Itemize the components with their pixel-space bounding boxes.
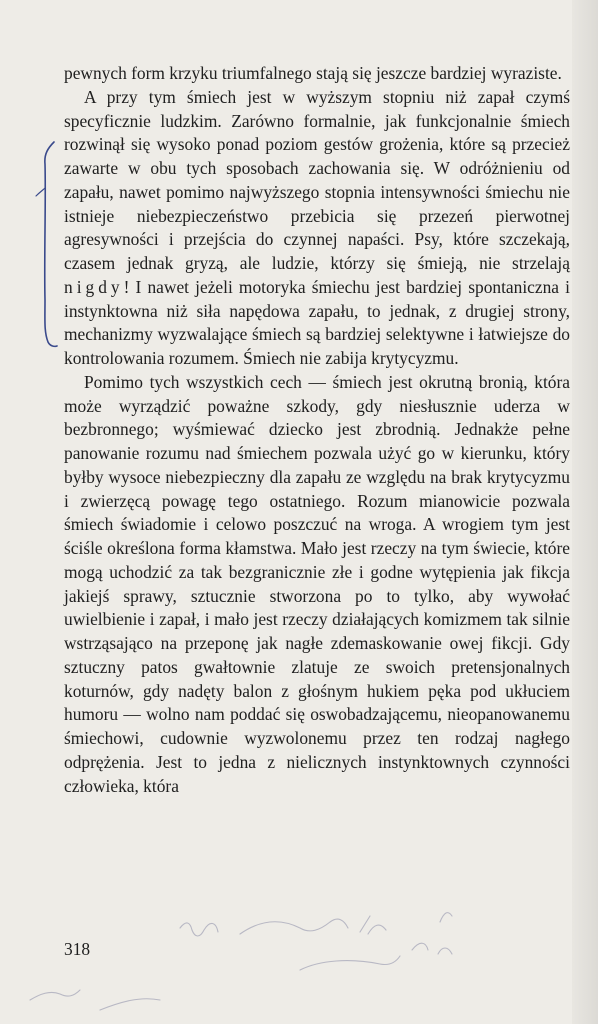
margin-bracket-annotation <box>30 140 60 350</box>
paragraph-2-main: A przy tym śmiech jest w wyższym stopniu niż zapał czymś specyficznie ludzkim. Zarówno formalnie, jak funkcjonalnie śmiech rozwinął się wysoko ponad poziom gestów grożenia, które są przecież zawarte w obu tych sposobach zachowania się. W odróżnieniu od zapału, nawet pomimo najwyższego stopnia intensywności śmiechu nie istnieje niebezpieczeństwo przebicia się przezeń pierwotnej agresywności i przejścia do czynnej napaści. Psy, które szczekają, czasem jednak gryzą, ale ludzie, którzy się śmieją, nie strzelają <box>64 86 570 273</box>
paragraph-3: Pomimo tych wszystkich cech — śmiech jest okrutną bronią, która może wyrządzić poważne szkody, gdy niesłusznie uderza w bezbronnego; wyśmiewać dziecko jest zbrodnią. Jednakże pełne panowanie rozumu nad śmiechem pozwala użyć go w kierunku, który byłby wysoce niebezpieczny dla zapału ze względu na brak krytycyzmu i zwierzęcą powagę tego ostatniego. Rozum mianowicie pozwala śmiech świadomie i celowo poszczuć na wroga. A wrogiem tym jest ściśle określona forma kłamstwa. Mało jest rzeczy na tym świecie, które mogą uchodzić za tak bezgranicznie złe i godne wytępienia jak fikcja jakiejś sprawy, sztucznie stworzona po to tylko, aby wywołać uwielbienie i zapał, i mało jest rzeczy działających komizmem tak silnie wstrząsająco na przeponę jak nagłe zdemaskowanie owej fikcji. Gdy sztuczny patos gwałtownie zlatuje ze swoich pretensjonalnych koturnów, gdy nadęty balon z głośnym hukiem pęka pod ukłuciem humoru — wolno nam poddać się oswobadzającemu, nieopanowanemu śmiechowi, cudownie wyzwolonemu przez ten rodzaj nagłego odprężenia. Jest to jedna z nielicznych instynktownych czynności człowieka, która <box>64 371 570 796</box>
paragraph-2 <box>64 86 570 371</box>
paragraph-1: pewnych form krzyku triumfalnego stają się jeszcze bardziej wyraziste. <box>64 63 562 83</box>
pencil-scribble-notes <box>0 900 598 1024</box>
emphasized-word: nigdy <box>64 276 124 297</box>
page-number: 318 <box>64 939 91 959</box>
page-edge-shadow <box>572 0 598 1024</box>
paragraph-2-tail: ! I nawet jeżeli motoryka śmiechu jest bardziej spontaniczna i instynktowna niż siła napędowa zapału, to jednak, z drugiej strony, mechanizmy wyzwalające śmiech są bardziej selektywne i łatwiejsze do kontrolowania rozumem. Śmiech nie zabija krytycyzmu. <box>64 276 570 368</box>
body-text <box>64 62 570 798</box>
